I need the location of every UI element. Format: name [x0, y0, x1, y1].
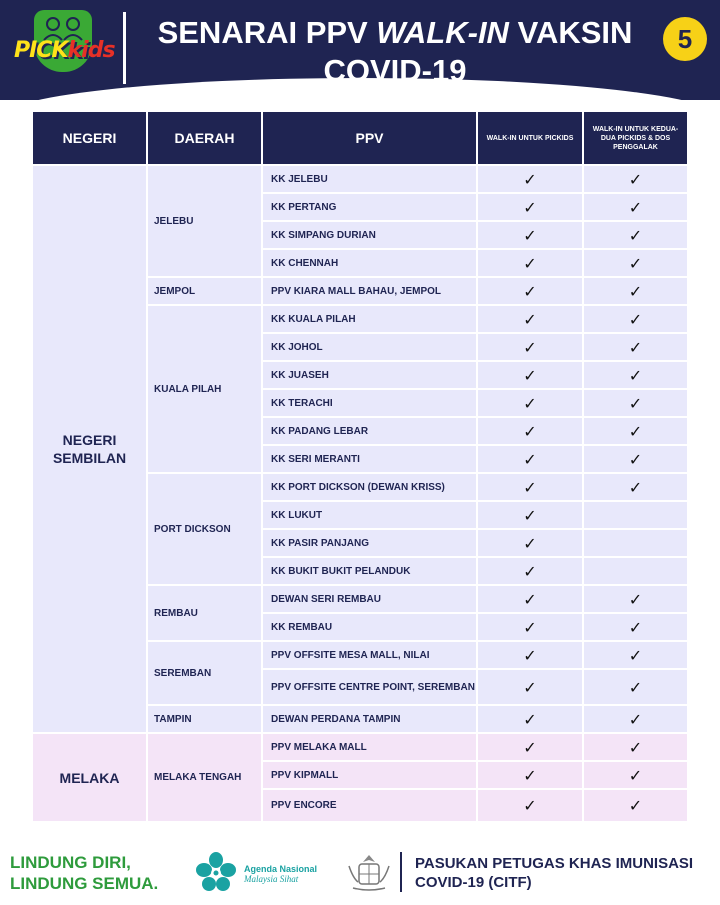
tick-icon: ✓ — [584, 278, 687, 304]
ppv-cell: KK TERACHI — [263, 390, 476, 416]
citf-line-1: PASUKAN PETUGAS KHAS IMUNISASI — [415, 855, 694, 872]
tick-icon: ✓ — [584, 614, 687, 640]
malaysia-crest-icon — [345, 852, 393, 894]
title-line-1 — [130, 14, 660, 52]
tick-icon: ✓ — [478, 362, 582, 388]
ppv-cell: KK KUALA PILAH — [263, 306, 476, 332]
daerah-cell: JEMPOL — [148, 278, 261, 304]
citf-label — [415, 854, 693, 892]
empty-cell — [584, 558, 687, 584]
tick-icon: ✓ — [478, 530, 582, 556]
daerah-cell: JELEBU — [148, 166, 261, 276]
tick-icon: ✓ — [584, 418, 687, 444]
tick-icon: ✓ — [584, 670, 687, 704]
slogan-line-2: LINDUNG SEMUA. — [10, 874, 159, 893]
ppv-cell: PPV KIPMALL — [263, 762, 476, 788]
title-line-2: COVID-19 — [323, 53, 467, 88]
col-header-negeri: NEGERI — [33, 112, 146, 164]
negeri-cell: NEGERI SEMBILAN — [33, 166, 146, 732]
tick-icon: ✓ — [478, 446, 582, 472]
hibiscus-icon — [194, 851, 238, 893]
tick-icon: ✓ — [584, 390, 687, 416]
ppv-cell: KK PERTANG — [263, 194, 476, 220]
daerah-cell: SEREMBAN — [148, 642, 261, 704]
tick-icon: ✓ — [584, 250, 687, 276]
tick-icon: ✓ — [584, 306, 687, 332]
ppv-cell: KK JOHOL — [263, 334, 476, 360]
tick-icon: ✓ — [478, 166, 582, 192]
ppv-cell: DEWAN PERDANA TAMPIN — [263, 706, 476, 732]
tick-icon: ✓ — [584, 586, 687, 612]
tick-icon: ✓ — [584, 194, 687, 220]
daerah-cell: PORT DICKSON — [148, 474, 261, 584]
tick-icon: ✓ — [478, 278, 582, 304]
tick-icon: ✓ — [584, 166, 687, 192]
tick-icon: ✓ — [478, 194, 582, 220]
empty-cell — [584, 530, 687, 556]
pickids-logo — [12, 8, 115, 80]
ppv-cell: DEWAN SERI REMBAU — [263, 586, 476, 612]
title-part1: SENARAI PPV — [157, 15, 377, 50]
ppv-cell: PPV OFFSITE MESA MALL, NILAI — [263, 642, 476, 668]
col-header-walkin-pickids: WALK-IN UNTUK PICKIDS — [478, 112, 582, 164]
tick-icon: ✓ — [478, 706, 582, 732]
title-part2: VAKSIN — [508, 15, 633, 50]
tick-icon: ✓ — [478, 734, 582, 760]
ppv-cell: KK BUKIT BUKIT PELANDUK — [263, 558, 476, 584]
agenda-line-1: Agenda Nasional — [244, 864, 318, 874]
tick-icon: ✓ — [478, 334, 582, 360]
ppv-cell: PPV KIARA MALL BAHAU, JEMPOL — [263, 278, 476, 304]
daerah-cell: REMBAU — [148, 586, 261, 640]
daerah-cell: KUALA PILAH — [148, 306, 261, 472]
tick-icon: ✓ — [478, 586, 582, 612]
ppv-cell: KK PADANG LEBAR — [263, 418, 476, 444]
tick-icon: ✓ — [478, 306, 582, 332]
ppv-cell: KK JELEBU — [263, 166, 476, 192]
logo-kids: ids — [81, 38, 115, 63]
tick-icon: ✓ — [584, 734, 687, 760]
tick-icon: ✓ — [478, 502, 582, 528]
page-title — [130, 14, 660, 90]
tick-icon: ✓ — [478, 762, 582, 788]
ppv-cell: KK JUASEH — [263, 362, 476, 388]
negeri-cell: MELAKA — [33, 734, 146, 821]
tick-icon: ✓ — [478, 250, 582, 276]
ppv-cell: PPV OFFSITE CENTRE POINT, SEREMBAN — [263, 670, 476, 704]
ppv-cell: KK PORT DICKSON (DEWAN KRISS) — [263, 474, 476, 500]
header-divider — [123, 12, 126, 84]
col-header-daerah: DAERAH — [148, 112, 261, 164]
ppv-cell: KK LUKUT — [263, 502, 476, 528]
ppv-cell: KK SIMPANG DURIAN — [263, 222, 476, 248]
title-walkin: WALK-IN — [376, 15, 509, 50]
col-header-ppv: PPV — [263, 112, 476, 164]
ppv-cell: KK REMBAU — [263, 614, 476, 640]
tick-icon: ✓ — [478, 222, 582, 248]
tick-icon: ✓ — [584, 334, 687, 360]
daerah-cell: MELAKA TENGAH — [148, 734, 261, 821]
tick-icon: ✓ — [584, 222, 687, 248]
tick-icon: ✓ — [478, 790, 582, 821]
tick-icon: ✓ — [584, 474, 687, 500]
empty-cell — [584, 502, 687, 528]
tick-icon: ✓ — [478, 474, 582, 500]
slogan — [10, 852, 158, 894]
tick-icon: ✓ — [584, 706, 687, 732]
col-header-walkin-dose2: WALK-IN UNTUK KEDUA- DUA PICKIDS & DOS PENGGALAK — [584, 112, 687, 164]
logo-wordmark — [14, 38, 115, 63]
ppv-cell: PPV MELAKA MALL — [263, 734, 476, 760]
tick-icon: ✓ — [584, 790, 687, 821]
tick-icon: ✓ — [584, 362, 687, 388]
logo-pick: PICK — [14, 38, 68, 63]
tick-icon: ✓ — [478, 670, 582, 704]
citf-line-2: COVID-19 (CITF) — [415, 874, 532, 891]
tick-icon: ✓ — [478, 390, 582, 416]
slogan-line-1: LINDUNG DIRI, — [10, 853, 131, 872]
tick-icon: ✓ — [478, 642, 582, 668]
ppv-cell: PPV ENCORE — [263, 790, 476, 821]
ppv-cell: KK SERI MERANTI — [263, 446, 476, 472]
tick-icon: ✓ — [478, 614, 582, 640]
ppv-cell: KK CHENNAH — [263, 250, 476, 276]
tick-icon: ✓ — [584, 762, 687, 788]
tick-icon: ✓ — [478, 558, 582, 584]
tick-icon: ✓ — [584, 446, 687, 472]
tick-icon: ✓ — [584, 642, 687, 668]
ppv-cell: KK PASIR PANJANG — [263, 530, 476, 556]
daerah-cell: TAMPIN — [148, 706, 261, 732]
logo-kids-k: k — [67, 38, 82, 63]
page-number-badge: 5 — [663, 17, 707, 61]
agenda-line-2: Malaysia Sihat — [244, 874, 299, 884]
footer-divider — [400, 852, 402, 892]
tick-icon: ✓ — [478, 418, 582, 444]
